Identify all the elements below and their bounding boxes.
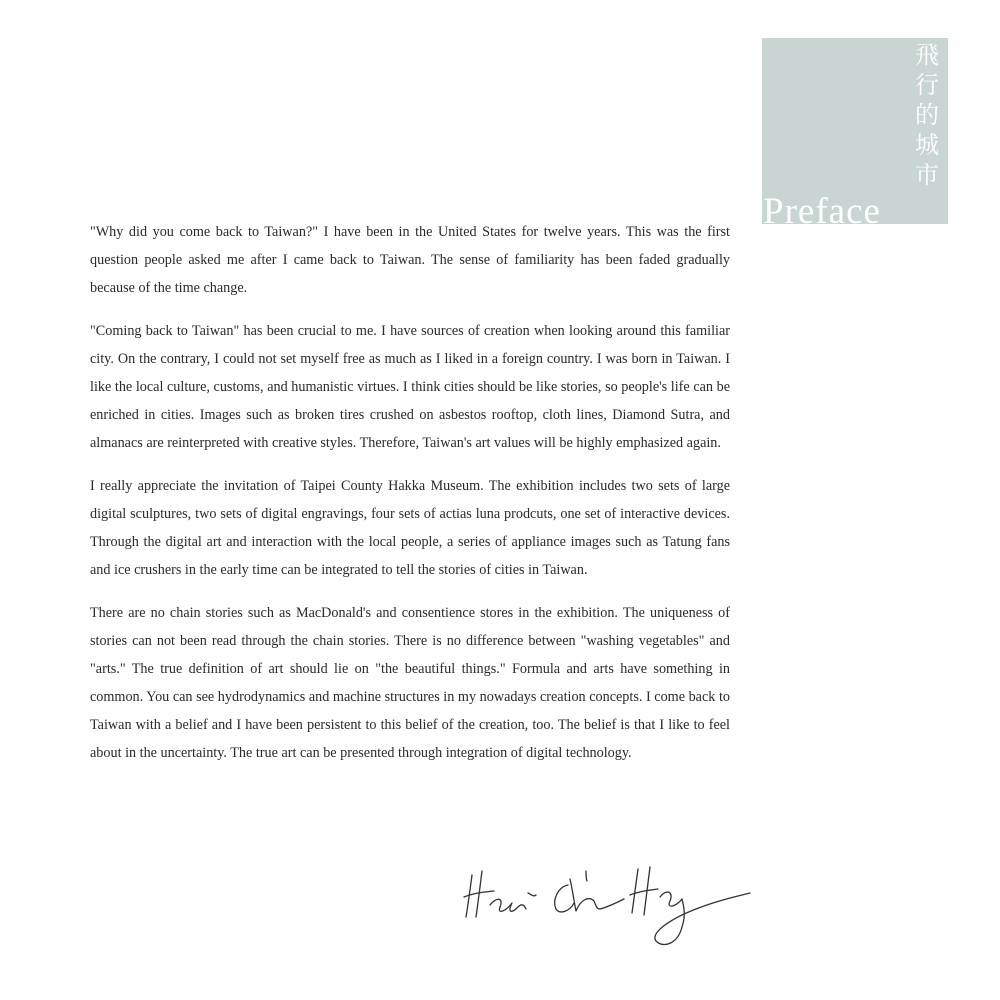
paragraph: "Coming back to Taiwan" has been crucial to me. I have sources of creation when looking around this familiar city. On the contrary, I could not set myself free as much as I liked in a foreign country. I was born in Taiwan. I like the local culture, customs, and humanistic virtues. I think cities should be like stories, so people's life can be enriched in cities. Images such as broken tires crushed on asbestos rooftop, cloth lines, Diamond Sutra, and almanacs are reinterpreted with creative styles. Therefore, Taiwan's art values will be highly emphasized again. — [90, 323, 730, 451]
title-char: 行 — [915, 71, 939, 99]
paragraph: "Why did you come back to Taiwan?" I have been in the United States for twelve years. This was the first question people asked me after I came back to Taiwan. The sense of familiarity has been faded gradually because of the time change. — [90, 224, 730, 296]
title-block — [762, 38, 948, 224]
chinese-vertical-title — [912, 40, 942, 190]
handwritten-signature — [460, 845, 760, 955]
title-char: 市 — [915, 161, 939, 189]
title-char: 城 — [915, 131, 939, 159]
paragraph: There are no chain stories such as MacDonald's and consentience stores in the exhibition. The uniqueness of stories can not been read through the chain stories. There is no difference between "washing vegetables" and "arts." The true definition of art should lie on "the beautiful things." Formula and arts have something in common. You can see hydrodynamics and machine structures in my nowadays creation concepts. I come back to Taiwan with a belief and I have been persistent to this belief of the creation, too. The belief is that I like to feel about in the uncertainty. The true art can be presented through integration of digital technology. — [90, 605, 730, 761]
title-char: 的 — [915, 101, 939, 129]
preface-heading: Preface — [763, 191, 881, 224]
preface-body — [90, 218, 730, 782]
title-char: 飛 — [915, 41, 939, 69]
paragraph: I really appreciate the invitation of Taipei County Hakka Museum. The exhibition includes two sets of large digital sculptures, two sets of digital engravings, four sets of actias luna prodcuts, one set of interactive devices. Through the digital art and interaction with the local people, a series of appliance images such as Tatung fans and ice crushers in the early time can be integrated to tell the stories of cities in Taiwan. — [90, 478, 730, 578]
